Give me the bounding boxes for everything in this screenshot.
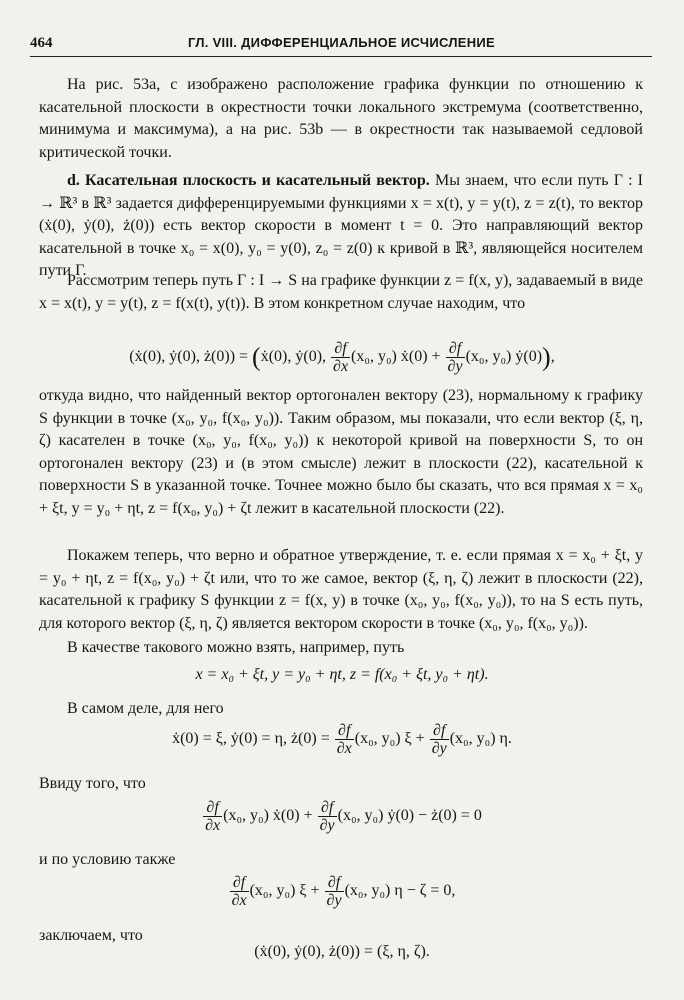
paragraph-orthogonal: откуда видно, что найденный вектор ортогонален вектору (23), нормальному к графику S функции в точке (x₀, y₀, f(x₀, y₀)). Таким образом, мы показали, что если вектор (ξ, η, ζ) касателен в точке (x₀, y₀, f(x₀, y₀)) к некоторой кривой на поверхности S, то он ортогонален вектору (23) и (в этом смысле) лежит в плоскости (22), касательной к поверхности S в указанной точке. Точнее можно было бы сказать, что вся прямая x = x₀ + ξt, y = y₀ + ηt, z = f(x₀, y₀) + ζt лежит в касательной плоскости (22).: [39, 387, 643, 517]
paragraph-example-path: В качестве такового можно взять, например, путь: [67, 639, 405, 656]
paragraph-path-on-graph: Рассмотрим теперь путь Γ : I → S на графике функции z = f(x, y), задаваемый в виде x = x(t), y = y(t), z = f(x(t), y(t)). В этом конкретном случае находим, что: [39, 272, 643, 312]
equation-velocity: (ẋ(0), ẏ(0), ż(0)) = (ẋ(0), ẏ(0), $\frac{\partial f}{\partial x}$ (x₀, y₀) ẋ(0) + $\frac{\partial f}{\partial y}$ (x₀, y₀) ẏ(0)),: [129, 340, 555, 375]
equation-orthogonality: $\frac{\partial f}{\partial x}$ (x₀, y₀) ẋ(0) + $\frac{\partial f}{\partial y}$ (x₀, y₀) ẏ(0) − ż(0) = 0: [205, 799, 482, 834]
equation-conclusion: (ẋ(0), ẏ(0), ż(0)) = (ξ, η, ζ).: [254, 943, 430, 960]
section-text: Мы знаем, что если путь Γ : I → ℝ³ в ℝ³ задается дифференцируемыми функциями x = x(t), y = y(t), z = z(t), то вектор (ẋ(0), ẏ(0), ż(0)) есть вектор скорости в момент t = 0. Это направляющий вектор касательной в точке x₀ = x(0), y₀ = y(0), z₀ = z(0) к кривой в ℝ³, являющейся носителем пути Γ.: [39, 172, 644, 279]
paragraph-tangent-vector: [39, 170, 643, 283]
fraction-df-dy: $\frac{\partial f}{\partial y}$: [447, 340, 463, 375]
equation-plane-condition: $\frac{\partial f}{\partial x}$ (x₀, y₀) ξ + $\frac{\partial f}{\partial y}$ (x₀, y₀) η − ζ = 0,: [231, 874, 456, 909]
equation-derivatives: ẋ(0) = ξ, ẏ(0) = η, ż(0) = $\frac{\partial f}{\partial x}$ (x₀, y₀) ξ + $\frac{\partial f}{\partial y}$ (x₀, y₀) η.: [172, 722, 512, 757]
paragraph-condition: и по условию также: [39, 851, 176, 868]
paragraph-figure-ref: На рис. 53a, c изображено расположение графика функции по отношению к касательной плоскости в окрестности точки локального экстремума (соответственно, минимума и максимума), а на рис. 53b — в окрестности так называемой седловой критической точки.: [39, 76, 643, 161]
paragraph-conclude: заключаем, что: [39, 927, 143, 944]
page-number: 464: [30, 35, 53, 51]
paragraph-converse: Покажем теперь, что верно и обратное утверждение, т. е. если прямая x = x₀ + ξt, y = y₀ + ηt, z = f(x₀, y₀) + ζt или, что то же самое, вектор (ξ, η, ζ) лежит в плоскости (22), касательной к графику S функции z = f(x, y) в точке (x₀, y₀, f(x₀, y₀)), то на S есть путь, для которого вектор (ξ, η, ζ) является вектором скорости в точке (x₀, y₀, f(x₀, y₀)).: [39, 547, 643, 632]
fraction-df-dx: $\frac{\partial f}{\partial x}$: [333, 340, 349, 375]
paragraph-since: Ввиду того, что: [39, 775, 146, 792]
paragraph-indeed: В самом деле, для него: [67, 700, 224, 717]
chapter-title: ГЛ. VIII. ДИФФЕРЕНЦИАЛЬНОЕ ИСЧИСЛЕНИЕ: [188, 35, 496, 50]
equation-path: x = x₀ + ξt, y = y₀ + ηt, z = f(x₀ + ξt, y₀ + ηt).: [195, 666, 489, 683]
section-label: d. Касательная плоскость и касательный вектор.: [67, 172, 430, 189]
header-rule: [30, 56, 652, 57]
